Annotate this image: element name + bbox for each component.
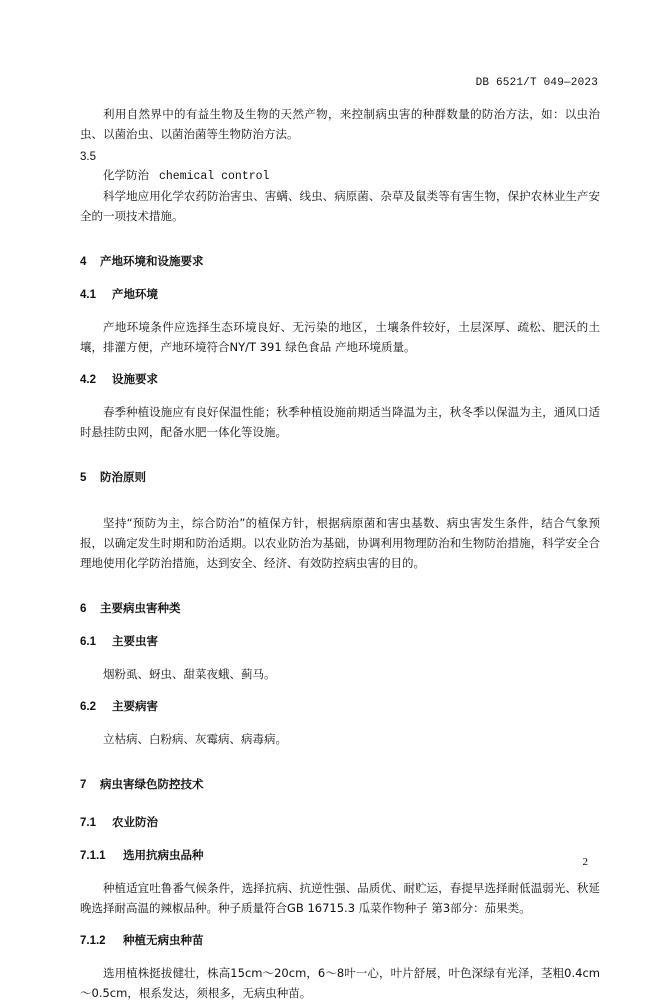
section-title: 主要病害: [112, 699, 158, 713]
section-heading-4: [80, 251, 600, 272]
section-title: 农业防治: [112, 815, 158, 829]
section-heading-6-1: [80, 631, 600, 652]
section-number: 6: [80, 603, 87, 615]
document-body: [80, 104, 600, 1003]
section-heading-7: [80, 774, 600, 795]
section-number: 4.2: [80, 374, 96, 386]
section-title: 主要病虫害种类: [100, 601, 181, 615]
section-5-text: 坚持“预防为主，综合防治”的植保方针，根据病原菌和害虫基数、病虫害发生条件，结合气象预报，以确定发生时期和防治适期。以农业防治为基础，协调利用物理防治和生物防治措施，科学安全合理地使用化学防治措施，达到安全、经济、有效防控病虫害的目的。: [80, 516, 600, 570]
term-title-cn: 化学防治: [103, 168, 149, 182]
section-heading-4-2: [80, 369, 600, 390]
page-number: 2: [582, 856, 588, 868]
section-4-1-text: 产地环境条件应选择生态环境良好、无污染的地区，土壤条件较好，土层深厚、疏松、肥沃的土壤，排灌方便，产地环境符合NY/T 391 绿色食品 产地环境质量。: [80, 320, 600, 354]
paragraph-biological-control: 利用自然界中的有益生物及生物的天然产物，来控制病虫害的种群数量的防治方法，如：以虫治虫、以菌治虫、以菌治菌等生物防治方法。: [80, 107, 600, 141]
section-heading-6-2: [80, 696, 600, 717]
term-title-en: chemical control: [159, 170, 270, 183]
document-code: DB 6521/T 049—2023: [475, 77, 598, 89]
section-heading-7-1-2: [80, 930, 600, 951]
section-number: 7.1.2: [80, 935, 106, 947]
section-heading-5: [80, 467, 600, 488]
section-title: 产地环境和设施要求: [100, 254, 204, 268]
section-title: 防治原则: [100, 470, 146, 484]
section-number: 4: [80, 256, 87, 268]
section-heading-7-1: [80, 812, 600, 833]
section-7-1-2-text: 选用植株挺拔健壮，株高15cm～20cm，6～8叶一心，叶片舒展，叶色深绿有光泽，茎粗0.4cm～0.5cm，根系发达，须根多，无病虫种苗。: [80, 966, 600, 1000]
section-number: 7.1: [80, 817, 96, 829]
section-7-1-1-text: 种植适宜吐鲁番气候条件，选择抗病、抗逆性强、品质优、耐贮运，春提早选择耐低温弱光、秋延晚选择耐高温的辣椒品种。种子质量符合GB 16715.3 瓜菜作物种子 第3部分：茄果类。: [80, 881, 600, 915]
term-title: [80, 166, 600, 186]
section-title: 种植无病虫种苗: [123, 933, 204, 947]
section-heading-6: [80, 598, 600, 619]
section-number: 7: [80, 779, 87, 791]
section-6-1-text: 烟粉虱、蚜虫、甜菜夜蛾、蓟马。: [103, 667, 276, 681]
section-6-2-text: 立枯病、白粉病、灰霉病、病毒病。: [103, 732, 287, 746]
section-heading-4-1: [80, 284, 600, 305]
section-number: 6.2: [80, 701, 96, 713]
section-4-2-text: 春季种植设施应有良好保温性能；秋季种植设施前期适当降温为主，秋冬季以保温为主，通风口适时悬挂防虫网，配备水肥一体化等设施。: [80, 405, 600, 439]
section-number: 6.1: [80, 636, 96, 648]
section-heading-7-1-1: [80, 845, 600, 866]
section-title: 产地环境: [112, 287, 158, 301]
section-number: 7.1.1: [80, 850, 106, 862]
term-definition: 科学地应用化学农药防治害虫、害螨、线虫、病原菌、杂草及鼠类等有害生物，保护农林业生产安全的一项技术措施。: [80, 189, 600, 223]
section-number: 5: [80, 472, 87, 484]
section-title: 选用抗病虫品种: [123, 848, 204, 862]
section-title: 主要虫害: [112, 634, 158, 648]
section-number: 4.1: [80, 289, 96, 301]
term-number: 3.5: [80, 151, 96, 163]
section-title: 设施要求: [112, 372, 158, 386]
section-title: 病虫害绿色防控技术: [100, 777, 204, 791]
